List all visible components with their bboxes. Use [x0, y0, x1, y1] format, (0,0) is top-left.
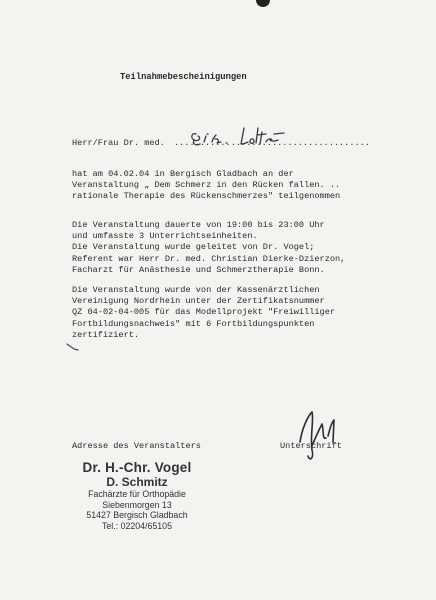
paragraph-line: Die Veranstaltung wurde geleitet von Dr. Vogel;	[72, 242, 315, 253]
salutation-dots: ......................................	[174, 138, 370, 148]
paragraph-line: Facharzt für Anästhesie und Schmerztherapie Bonn.	[72, 264, 325, 275]
paragraph-line: Die Veranstaltung dauerte von 19:00 bis 23:00 Uhr	[72, 220, 325, 230]
handwritten-name	[186, 124, 296, 152]
document-title: Teilnahmebescheinigungen	[120, 72, 247, 82]
organizer-stamp	[62, 460, 212, 531]
certification-paragraph	[72, 285, 412, 341]
attendance-paragraph	[72, 169, 412, 203]
signature-label: Unterschrift	[280, 441, 342, 451]
organizer-address-label: Adresse des Veranstalters	[72, 441, 201, 451]
paragraph-line: Die Veranstaltung wurde von der Kassenärztlichen	[72, 285, 320, 295]
salutation-prefix: Herr/Frau Dr. med.	[72, 138, 165, 148]
stamp-street: Siebenmorgen 13	[102, 499, 172, 510]
stamp-second-name: D. Schmitz	[106, 475, 168, 489]
paragraph-line: und umfasste 3 Unterrichtseinheiten.	[72, 231, 258, 242]
stamp-specialty: Fachärzte für Orthopädie	[88, 489, 186, 499]
pen-tick-mark	[66, 342, 80, 352]
paragraph-line: Fortbildungsnachweis" mit 6 Fortbildungspunkten	[72, 318, 315, 329]
event-details-paragraph	[72, 220, 412, 276]
stamp-doctor-name: Dr. H.-Chr. Vogel	[82, 460, 192, 475]
stamp-phone: Tel.: 02204/65105	[102, 520, 172, 531]
paragraph-line: Veranstaltung „ Dem Schmerz in den Rücken fallen. ..	[72, 180, 341, 191]
paragraph-line: hat am 04.02.04 in Bergisch Gladbach an der	[72, 169, 294, 179]
scan-smudge-mark	[256, 0, 270, 7]
paragraph-line: QZ 04-02-04-005 für das Modellprojekt "Freiwilliger	[72, 307, 336, 318]
paragraph-line: Referent war Herr Dr. med. Christian Dierke-Dzierzon,	[72, 253, 346, 264]
paragraph-line: zertifiziert.	[72, 329, 140, 340]
paragraph-line: Vereinigung Nordrhein unter der Zertifikatsnummer	[72, 296, 325, 307]
handwritten-signature	[290, 406, 350, 466]
stamp-city: 51427 Bergisch Gladbach	[86, 510, 188, 520]
paragraph-line: rationale Therapie des Rückenschmerzes" teilgenommen	[72, 191, 341, 202]
